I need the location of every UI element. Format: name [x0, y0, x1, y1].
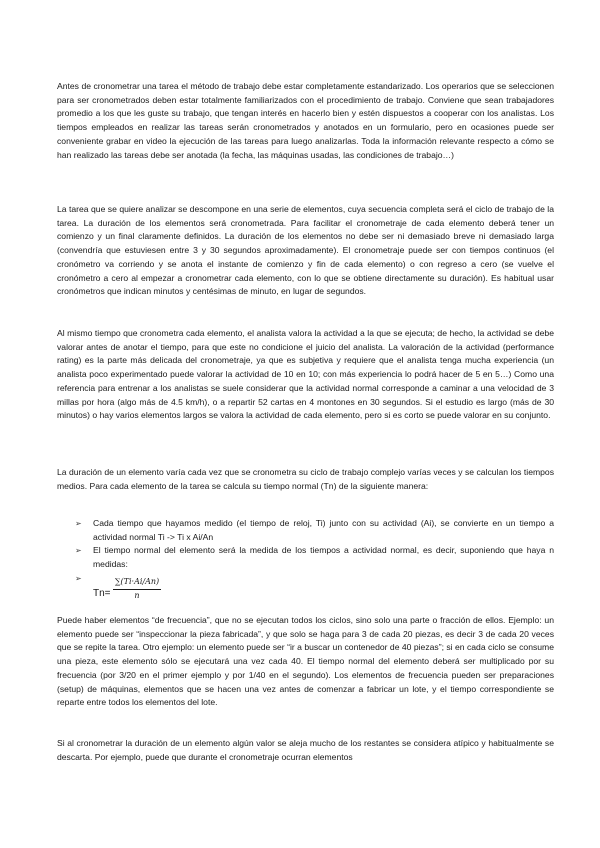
formula-fraction: [113, 576, 161, 602]
paragraph-frequency-elements: Puede haber elementos “de frecuencia”, que no se ejecutan todos los ciclos, sino solo una parte o fracción de ellos. Ejemplo: un elemento puede ser “inspeccionar la pieza fabricada”, y que solo se haga para 3 de cada 20 piezas, es decir 3 de cada 20 veces que se repite la tarea. Otro ejemplo: un elemento puede ser “ir a buscar un contenedor de 40 piezas”; si en cada ciclo se consume una pieza, este elemento sólo se ejecutará una vez cada 40. El tiempo normal del elemento deberá ser multiplicado por su frecuencia (por 3/20 en el primer ejemplo y por 1/40 en el segundo). Los elementos de frecuencia pueden ser preparaciones (setup) de máquinas, elementos que se hacen una vez antes de comenzar a fabricar un lote, y el tiempo correspondiente se reparte entre todos los elementos del lote.: [57, 615, 554, 708]
paragraph-elements: La tarea que se quiere analizar se descompone en una serie de elementos, cuya secuencia completa será el ciclo de trabajo de la tarea. La duración de los elementos será cronometrada. Para facilitar el cronometraje de cada elemento deberá tener un comienzo y un final claramente definidos. La duración de los elementos no debe ser ni demasiado breve ni demasiado larga (convendría que estuviesen entre 3 y 30 segundos aproximadamente). El cronometraje puede ser con tiempos continuos (el cronómetro va corriendo y se anota el instante de comienzo y fin de cada elemento) o con regreso a cero (se vuelve el cronómetro a cero al empezar a cronometrar cada elemento, con lo que se obtiene directamente su duración). Es habitual usar cronómetros que indican minutos y centésimas de minuto, en lugar de segundos.: [57, 204, 554, 297]
paragraph-activity-rating: Al mismo tiempo que cronometra cada elemento, el analista valora la actividad a la que se ejecuta; de hecho, la actividad se debe valorar antes de anotar el tiempo, para que este no condicione el juicio del analista. La valoración de la actividad (performance rating) es la parte más delicada del cronometraje, ya que es subjetiva y requiere que el analista tenga mucha experiencia (un analista poco experimentado puede valorar la actividad de 10 en 10; con más experiencia lo podrá hacer de 5 en 5…) Como una referencia para entrenar a los analistas se suele considerar que la actividad normal corresponde a caminar a una velocidad de 3 millas por hora (algo más de 4.5 km/h), o a repartir 52 cartas en 4 montones en 30 segundos. Si el estudio es largo (más de 30 minutos) o hay varios elementos largos se valora la actividad de cada elemento, pero si es corto se puede valorar en su conjunto.: [57, 328, 554, 421]
list-item-text: Cada tiempo que hayamos medido (el tiempo de reloj, Ti) junto con su actividad (Ai), se convierte en un tiempo a actividad normal Ti -> Ti x Ai/An: [93, 518, 554, 542]
formula-denominator: n: [134, 590, 140, 600]
list-item: [57, 544, 554, 571]
paragraph-intro: Antes de cronometrar una tarea el método de trabajo debe estar completamente estandarizado. Los operarios que se seleccionen para ser cronometrados deben estar totalmente familiarizados con el procedimiento de trabajo. Conviene que sean trabajadores promedio a los que les guste su trabajo, que tengan interés en hacerlo bien y estén dispuestos a cooperar con los analistas. Los tiempos empleados en realizar las tareas serán cronometrados y anotados en un formulario, pero en ocasiones puede ser conveniente grabar en video la ejecución de las tareas para luego analizarlas. Toda la información relevante respecto a cómo se han realizado las tareas debe ser anotada (la fecha, las máquinas usadas, las condiciones de trabajo…): [57, 81, 554, 160]
paragraph-atypical-values: Si al cronometrar la duración de un elemento algún valor se aleja mucho de los restantes se considera atípico y habitualmente se descarta. Por ejemplo, puede que durante el cronometraje ocurran elementos: [57, 738, 554, 762]
list-item: [57, 517, 554, 544]
formula-lhs: Tn=: [93, 587, 111, 599]
formula-numerator: ∑(Ti·Ai/An): [113, 576, 161, 590]
arrow-bullet-icon: ➢: [75, 546, 82, 556]
normal-time-steps-list: [57, 517, 554, 610]
arrow-bullet-icon: ➢: [75, 519, 82, 528]
list-item-formula: [57, 572, 554, 610]
arrow-bullet-icon: ➢: [75, 573, 82, 583]
paragraph-normal-time: La duración de un elemento varía cada vez que se cronometra su ciclo de trabajo complejo varías veces y se calculan los tiempos medios. Para cada elemento de la tarea se calcula su tiempo normal (Tn) de la siguiente manera:: [57, 467, 554, 491]
list-item-text: El tiempo normal del elemento será la medida de los tiempos a actividad normal, es decir, suponiendo que haya n medidas:: [93, 545, 554, 570]
